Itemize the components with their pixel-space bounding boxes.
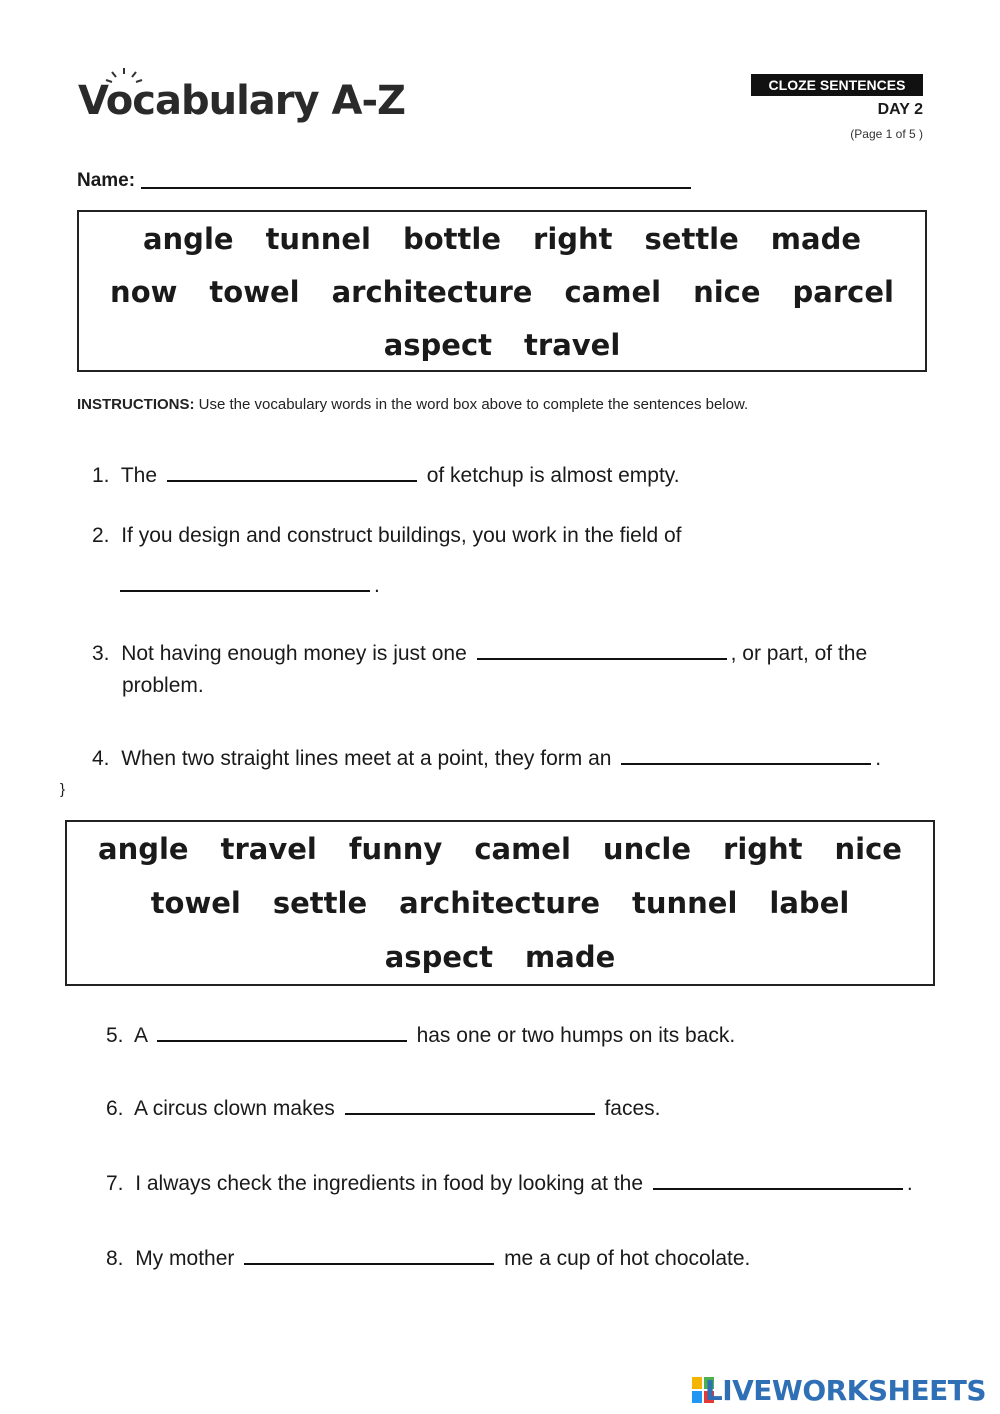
question-number: 8. bbox=[106, 1247, 124, 1270]
vocab-word: settle bbox=[272, 886, 368, 920]
instructions bbox=[77, 396, 748, 413]
question-text-after: . bbox=[374, 574, 380, 597]
vocab-word: right bbox=[533, 222, 613, 256]
question-7 bbox=[106, 1172, 913, 1196]
vocab-word: camel bbox=[564, 275, 662, 309]
vocab-word: nice bbox=[693, 275, 761, 309]
vocab-word: architecture bbox=[399, 886, 600, 920]
day-label: DAY 2 bbox=[877, 101, 923, 118]
question-text-after: has one or two humps on its back. bbox=[416, 1024, 736, 1047]
question-number: 7. bbox=[106, 1172, 124, 1195]
vocab-word: tunnel bbox=[632, 886, 738, 920]
word-row bbox=[67, 886, 933, 920]
question-4 bbox=[92, 747, 881, 771]
page-number: (Page 1 of 5 ) bbox=[850, 127, 923, 141]
answer-blank-6[interactable] bbox=[345, 1112, 595, 1115]
question-1 bbox=[92, 464, 680, 488]
vocab-word: aspect bbox=[383, 328, 493, 362]
logo: Vocabulary A-Z bbox=[78, 78, 406, 124]
question-number: 2. bbox=[92, 524, 110, 547]
question-text-before: My mother bbox=[135, 1247, 235, 1270]
word-row bbox=[67, 832, 933, 866]
vocab-word: parcel bbox=[792, 275, 894, 309]
vocab-word: made bbox=[525, 940, 616, 974]
answer-blank-5[interactable] bbox=[157, 1039, 407, 1042]
vocab-word: towel bbox=[150, 886, 241, 920]
vocab-word: settle bbox=[644, 222, 739, 256]
word-box-1 bbox=[77, 210, 927, 372]
vocab-word: travel bbox=[220, 832, 317, 866]
liveworksheets-brand: LIVEWORKSHEETS bbox=[704, 1374, 986, 1407]
question-text-after: , or part, of the bbox=[730, 642, 868, 665]
stray-brace: } bbox=[60, 781, 66, 798]
question-number: 3. bbox=[92, 642, 110, 665]
question-text-after: of ketchup is almost empty. bbox=[426, 464, 680, 487]
question-3-cont bbox=[122, 674, 204, 698]
word-row bbox=[79, 328, 925, 362]
vocab-word: angle bbox=[142, 222, 234, 256]
vocab-word: towel bbox=[209, 275, 300, 309]
name-label: Name: bbox=[77, 170, 136, 191]
question-6 bbox=[106, 1097, 660, 1121]
question-text-after: faces. bbox=[604, 1097, 661, 1120]
vocab-word: nice bbox=[834, 832, 902, 866]
question-text-before: A circus clown makes bbox=[134, 1097, 335, 1120]
vocab-word: camel bbox=[474, 832, 571, 866]
name-input-line[interactable] bbox=[141, 187, 691, 189]
vocab-word: funny bbox=[348, 832, 443, 866]
question-text-before: I always check the ingredients in food by looking at the bbox=[135, 1172, 643, 1195]
vocab-word: bottle bbox=[402, 222, 502, 256]
word-box-2 bbox=[65, 820, 935, 986]
vocab-word: made bbox=[770, 222, 862, 256]
question-text-before: A bbox=[134, 1024, 147, 1047]
answer-blank-2[interactable] bbox=[120, 589, 370, 592]
answer-blank-3[interactable] bbox=[477, 657, 727, 660]
question-8 bbox=[106, 1247, 750, 1271]
vocab-word: architecture bbox=[331, 275, 533, 309]
answer-blank-1[interactable] bbox=[167, 479, 417, 482]
vocab-word: right bbox=[723, 832, 803, 866]
question-text-after: . bbox=[906, 1172, 913, 1195]
question-number: 6. bbox=[106, 1097, 124, 1120]
question-number: 1. bbox=[92, 464, 110, 487]
question-3 bbox=[92, 642, 867, 666]
worksheet-type-badge: CLOZE SENTENCES bbox=[751, 74, 923, 96]
question-2 bbox=[92, 524, 682, 548]
answer-blank-4[interactable] bbox=[621, 762, 871, 765]
word-row bbox=[67, 940, 933, 974]
question-number: 4. bbox=[92, 747, 110, 770]
question-text-before: The bbox=[120, 464, 157, 487]
question-text-cont: problem. bbox=[122, 674, 204, 697]
vocab-word: uncle bbox=[602, 832, 692, 866]
word-row bbox=[79, 222, 925, 256]
answer-blank-8[interactable] bbox=[244, 1262, 494, 1265]
question-text-before: Not having enough money is just one bbox=[121, 642, 467, 665]
vocab-word: tunnel bbox=[265, 222, 371, 256]
word-row bbox=[79, 275, 925, 309]
question-number: 5. bbox=[106, 1024, 124, 1047]
vocab-word: travel bbox=[524, 328, 621, 362]
vocab-word: now bbox=[110, 275, 178, 309]
instructions-label: INSTRUCTIONS: bbox=[77, 396, 195, 413]
instructions-text: Use the vocabulary words in the word box above to complete the sentences below. bbox=[198, 396, 749, 413]
question-2-cont bbox=[120, 574, 380, 598]
question-text-before: If you design and construct buildings, you work in the field of bbox=[121, 524, 682, 547]
question-5 bbox=[106, 1024, 735, 1048]
answer-blank-7[interactable] bbox=[653, 1187, 903, 1190]
vocab-word: angle bbox=[98, 832, 189, 866]
vocab-word: aspect bbox=[384, 940, 494, 974]
question-text-after: . bbox=[875, 747, 882, 770]
question-text-after: me a cup of hot chocolate. bbox=[504, 1247, 751, 1270]
question-text-before: When two straight lines meet at a point, they form an bbox=[121, 747, 612, 770]
vocab-word: label bbox=[769, 886, 850, 920]
